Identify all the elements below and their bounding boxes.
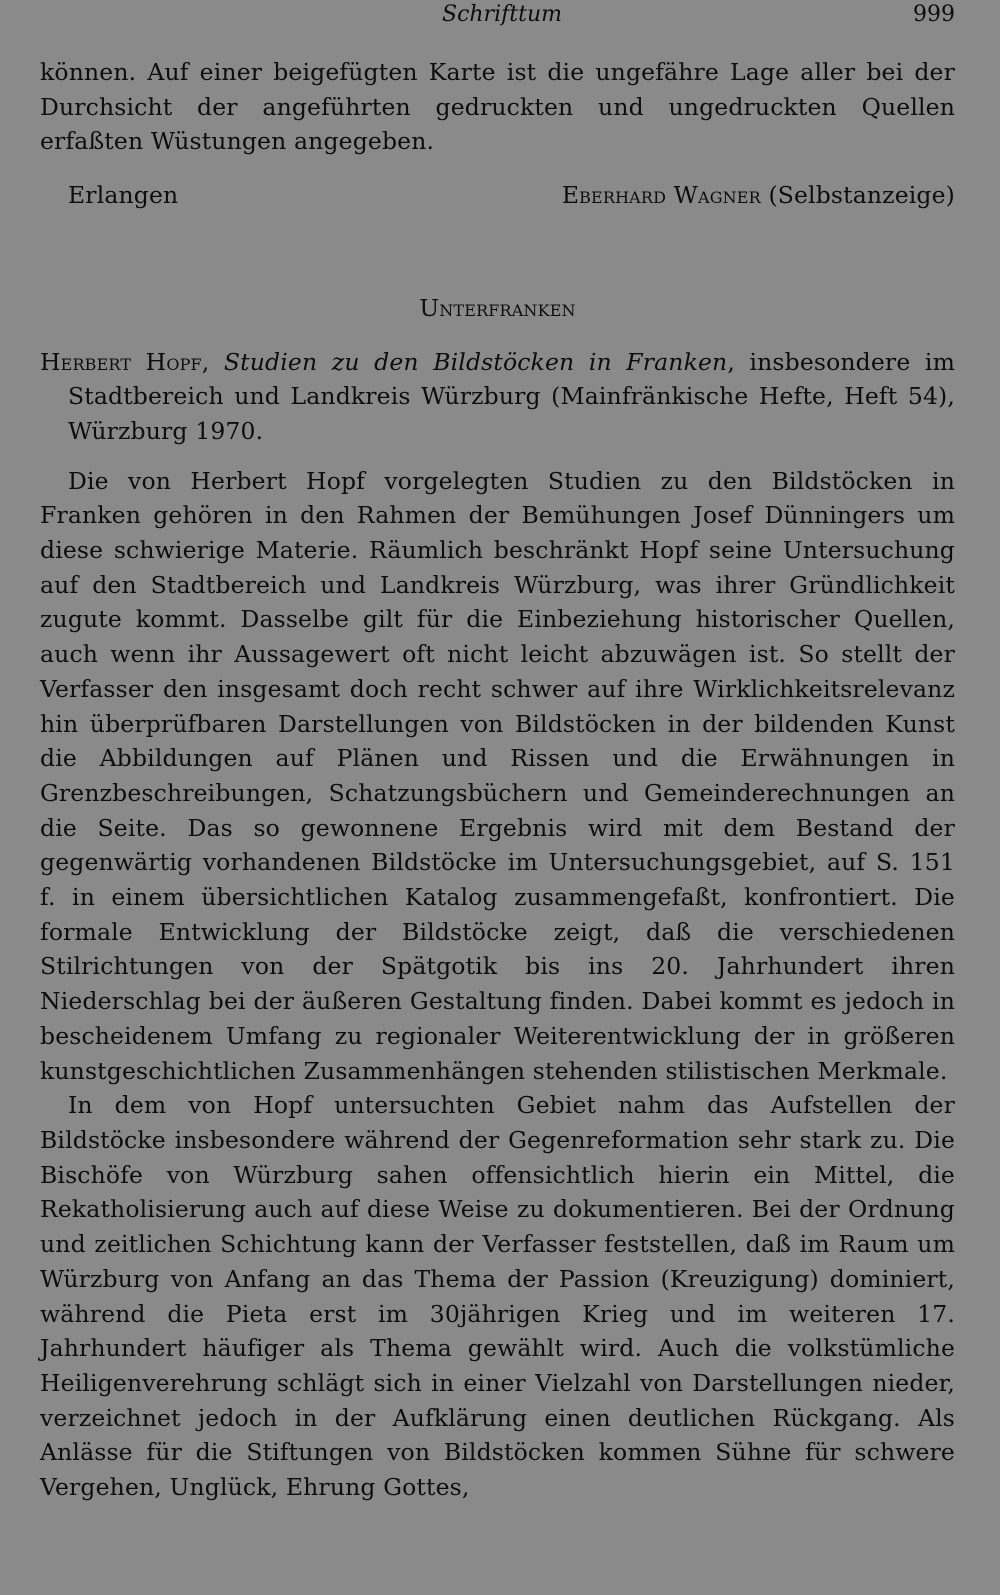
review-paragraph-1: Die von Herbert Hopf vorgelegten Studien zu den Bildstöcken in Franken gehören in den Rahmen der Bemühungen Josef Dünningers um diese schwierige Materie. Räumlich beschränkt Hopf seine Untersuchung auf den Stadtbereich und Landkreis Würzburg, was ihrer Gründlichkeit zugute kommt. Dasselbe gilt für die Einbeziehung historischer Quellen, auch wenn ihr Aussagewert oft nicht leicht abzuwägen ist. So stellt der Verfasser den insgesamt doch recht schwer auf ihre Wirklichkeitsrelevanz hin überprüfbaren Darstellungen von Bildstöcken in der bildenden Kunst die Abbildungen auf Plänen und Rissen und die Erwähnungen in Grenzbeschreibungen, Schatzungsbüchern und Gemeinderechnungen an die Seite. Das so gewonnene Ergebnis wird mit dem Bestand der gegenwärtig vorhandenen Bildstöcke im Untersuchungsgebiet, auf S. 151 f. in einem übersichtlichen Katalog zusammengefaßt, konfrontiert. Die formale Entwicklung der Bildstöcke zeigt, daß die verschiedenen Stilrichtungen von der Spätgotik bis ins 20. Jahrhundert ihren Niederschlag bei der äußeren Gestaltung finden. Dabei kommt es jedoch in bescheidenem Umfang zu regionaler Weiterentwicklung der in größeren kunstgeschichtlichen Zusammenhängen stehenden stilistischen Merkmale. bbox=[40, 466, 955, 1085]
running-header bbox=[40, 2, 955, 32]
signature-place: Erlangen bbox=[68, 181, 179, 210]
book-author: Herbert Hopf bbox=[40, 347, 202, 376]
page-content bbox=[40, 55, 955, 1505]
bibliographic-entry bbox=[40, 345, 955, 449]
reviewer-note: (Selbstanzeige) bbox=[768, 181, 955, 210]
section-heading: Unterfranken bbox=[419, 293, 576, 322]
signature-reviewer bbox=[562, 178, 955, 213]
book-title: Studien zu den Bildstöcken in Franken bbox=[223, 347, 728, 376]
running-title: Schrifttum bbox=[442, 2, 562, 27]
author-separator: , bbox=[201, 347, 224, 376]
book-details: , insbesondere im Stadtbereich und Landkreis Würzburg (Mainfränkische Hefte, Heft 54), Würzburg 1970. bbox=[68, 347, 956, 445]
reviewer-signature bbox=[40, 178, 955, 213]
review-paragraph-2: In dem von Hopf untersuchten Gebiet nahm das Aufstellen der Bildstöcke insbesondere während der Gegenreformation sehr stark zu. Die Bischöfe von Würzburg sahen offensichtlich hierin ein Mittel, die Rekatholisierung auch auf diese Weise zu dokumentieren. Bei der Ordnung und zeitlichen Schichtung kann der Verfasser feststellen, daß im Raum um Würzburg von Anfang an das Thema der Passion (Kreuzigung) dominiert, während die Pieta erst im 30jährigen Krieg und im weiteren 17. Jahrhundert häufiger als Thema gewählt wird. Auch die volkstümliche Heiligenverehrung schlägt sich in einer Vielzahl von Darstellungen nieder, verzeichnet jedoch in der Aufklärung einen deutlichen Rückgang. Als Anlässe für die Stiftungen von Bildstöcken kommen Sühne für schwere Vergehen, Unglück, Ehrung Gottes, bbox=[40, 1091, 955, 1502]
page-number: 999 bbox=[913, 2, 955, 27]
previous-review-closing-paragraph: können. Auf einer beigefügten Karte ist die ungefähre Lage aller bei der Durchsicht der angeführten gedruckten und ungedruckten Quellen erfaßten Wüstungen angegeben. bbox=[40, 58, 955, 156]
reviewer-name: Eberhard Wagner bbox=[561, 181, 761, 210]
